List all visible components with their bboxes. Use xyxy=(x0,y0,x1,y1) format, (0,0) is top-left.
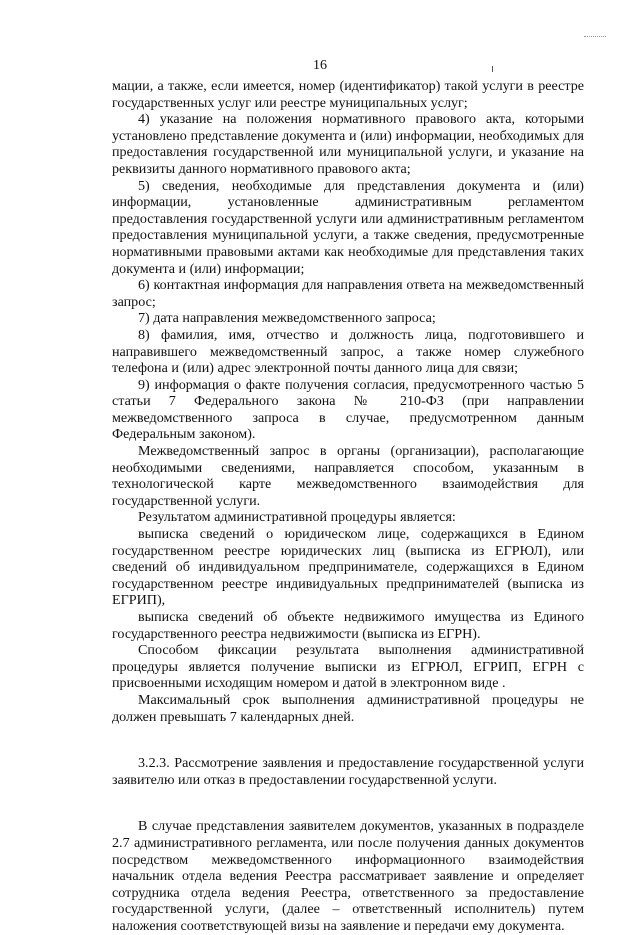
paragraph-result-fixation: Способом фиксации результата выполнения административной процедуры является получение выписки из ЕГРЮЛ, ЕГРИП, ЕГРН с присвоенными исходящим номером и датой в электронном виде . xyxy=(112,642,584,692)
paragraph-max-term: Максимальный срок выполнения административной процедуры не должен превышать 7 календарных дней. xyxy=(112,691,584,725)
paragraph-item-6: 6) контактная информация для направления ответа на межведомственный запрос; xyxy=(112,277,584,310)
scan-tick-mark xyxy=(492,66,493,72)
paragraph-continuation: мации, а также, если имеется, номер (идентификатор) такой услуги в реестре государственных услуг или реестре муниципальных услуг; xyxy=(112,78,584,111)
scan-artifact xyxy=(584,36,606,38)
paragraph-item-5: 5) сведения, необходимые для представления документа и (или) информации, установленные административным регламентом предоставления государственной услуги или административным регламентом предоставления муниципальной услуги, а также сведения, предусмотренные нормативными правовыми актами как необходимые для представления таких документа и (или) информации; xyxy=(112,177,584,277)
paragraph-result-heading: Результатом административной процедуры является: xyxy=(138,509,456,526)
page-number: 16 xyxy=(313,58,327,73)
body-text xyxy=(112,78,584,935)
paragraph-result-egrn: выписка сведений об объекте недвижимого имущества из Единого государственного реестра недвижимости (выписка из ЕГРН). xyxy=(112,609,584,642)
paragraph-result-egrul: выписка сведений о юридическом лице, содержащихся в Едином государственном реестре юридических лиц (выписка из ЕГРЮЛ), или сведений об индивидуальном предпринимателе, содержащихся в Едином государственном реестре индивидуальных предпринимателей (выписка из ЕГРИП), xyxy=(112,526,584,609)
paragraph-interagency-request: Межведомственный запрос в органы (организации), располагающие необходимыми сведениями, направляется способом, указанным в технологической карте межведомственного взаимодействия для государственной услуги. xyxy=(112,443,584,509)
paragraph-item-8: 8) фамилия, имя, отчество и должность лица, подготовившего и направившего межведомственный запрос, а также номер служебного телефона и (или) адрес электронной почты данного лица для связи; xyxy=(112,326,584,377)
paragraph-item-4: 4) указание на положения нормативного правового акта, которыми установлено представление документа и (или) информации, необходимых для предоставления государственной или муниципальной услуги, и указание на реквизиты данного нормативного правового акта; xyxy=(112,111,584,177)
paragraph-item-7: 7) дата направления межведомственного запроса; xyxy=(138,310,436,327)
paragraph-item-9: 9) информация о факте получения согласия, предусмотренного частью 5 статьи 7 Федерального закона № 210-ФЗ (при направлении межведомственного запроса в случае, предусмотренном данным Федеральным законом). xyxy=(112,376,584,443)
section-heading-3-2-3: 3.2.3. Рассмотрение заявления и предоставление государственной услуги заявителю или отказ в предоставлении государственной услуги. xyxy=(112,755,584,788)
paragraph-review-procedure: В случае представления заявителем документов, указанных в подразделе 2.7 административного регламента, или после получения данных документов посредством межведомственного информационного взаимодействия начальник отдела ведения Реестра рассматривает заявление и определяет сотрудника отдела ведения Реестра, ответственного за предоставление государственной услуги, (далее – ответственный исполнитель) путем наложения соответствующей визы на заявление и передачи ему документа. xyxy=(112,818,584,934)
